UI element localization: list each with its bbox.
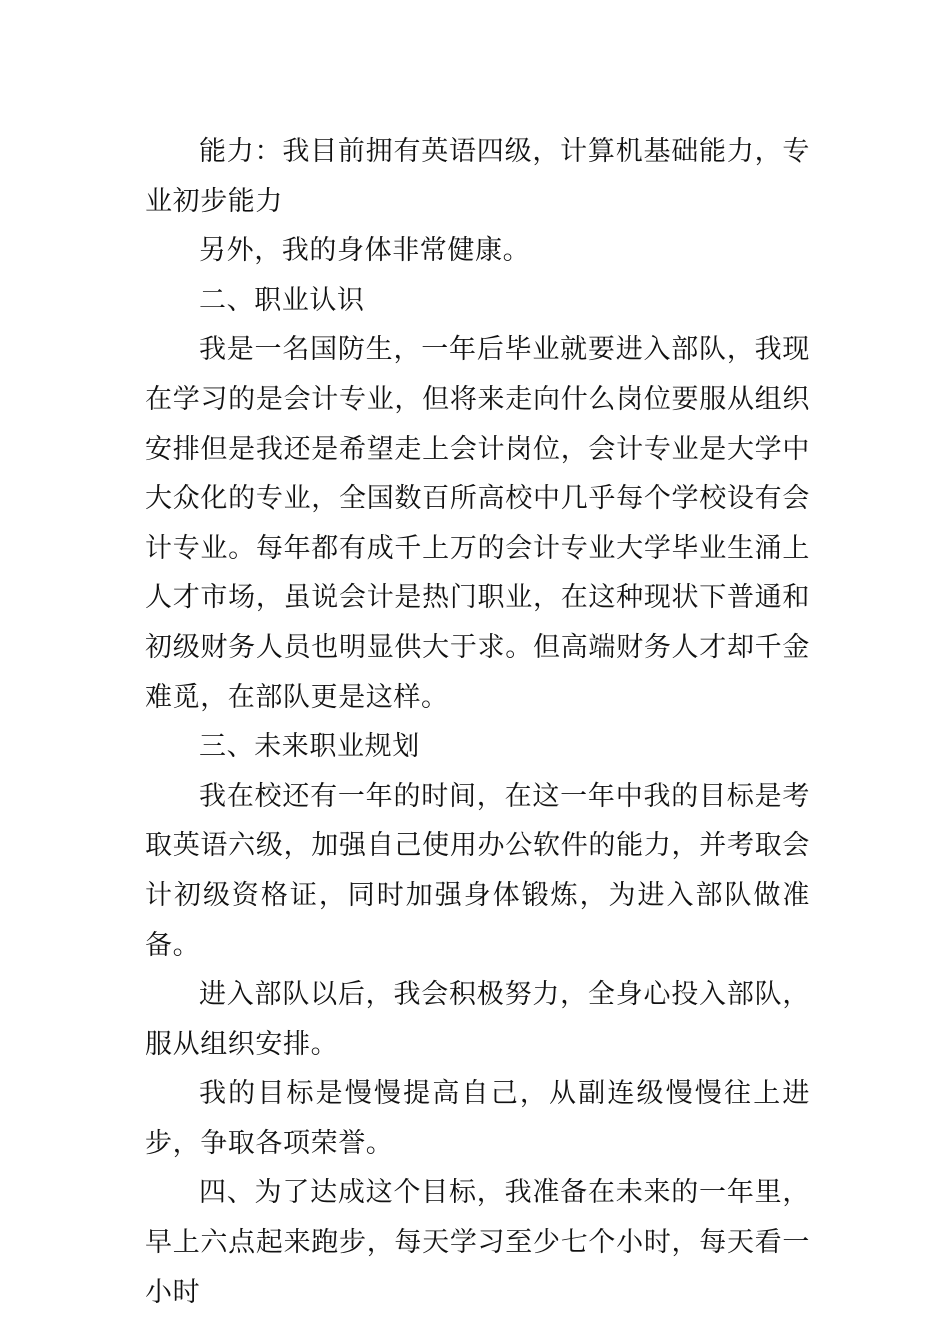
paragraph-school-goals: 我在校还有一年的时间，在这一年中我的目标是考取英语六级，加强自己使用办公软件的能力，并考取会计初级资格证，同时加强身体锻炼，为进入部队做准备。 — [145, 780, 810, 961]
paragraph-health: 另外，我的身体非常健康。 — [199, 235, 531, 267]
paragraph-long-term-goal: 我的目标是慢慢提高自己，从副连级慢慢往上进步，争取各项荣誉。 — [145, 1078, 810, 1159]
document-page — [145, 127, 810, 1317]
paragraph-army-entry: 进入部队以后，我会积极努力，全身心投入部队，服从组织安排。 — [145, 979, 810, 1060]
section-heading-future-plan: 三、未来职业规划 — [199, 731, 420, 763]
paragraph-career-understanding: 我是一名国防生，一年后毕业就要进入部队，我现在学习的是会计专业，但将来走向什么岗位要服从组织安排但是我还是希望走上会计岗位，会计专业是大学中大众化的专业，全国数百所高校中几乎每个学校设有会计专业。每年都有成千上万的会计专业大学毕业生涌上人才市场，虽说会计是热门职业，在这种现状下普通和初级财务人员也明显供大于求。但高端财务人才却千金难觅，在部队更是这样。 — [145, 334, 810, 713]
paragraph-action-plan: 四、为了达成这个目标，我准备在未来的一年里，早上六点起来跑步，每天学习至少七个小时，每天看一小时 — [145, 1177, 810, 1308]
section-heading-career-understanding: 二、职业认识 — [199, 284, 365, 316]
paragraph-abilities: 能力：我目前拥有英语四级，计算机基础能力，专业初步能力 — [145, 136, 810, 217]
